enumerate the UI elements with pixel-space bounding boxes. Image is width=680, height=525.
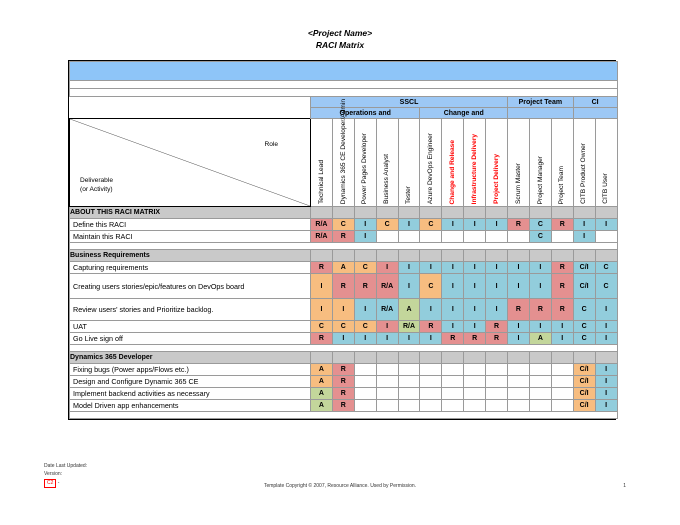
raci-cell[interactable]: C bbox=[332, 219, 354, 231]
raci-cell[interactable]: I bbox=[398, 274, 420, 299]
role-column-header-7 bbox=[464, 119, 486, 207]
activity-name: Fixing bugs (Power apps/Flows etc.) bbox=[70, 364, 311, 376]
section-header-cell bbox=[573, 250, 595, 262]
raci-cell[interactable]: C/I bbox=[573, 376, 595, 388]
activity-name: Go Live sign off bbox=[70, 333, 311, 345]
deliverable-axis-label-line1: Deliverable bbox=[80, 177, 113, 184]
raci-cell[interactable]: I bbox=[354, 299, 376, 321]
spacer-row bbox=[70, 89, 618, 97]
raci-cell[interactable]: I bbox=[486, 274, 508, 299]
deliverable-axis-label-line2: (or Activity) bbox=[80, 185, 113, 193]
raci-cell[interactable] bbox=[464, 388, 486, 400]
section-header-cell bbox=[464, 352, 486, 364]
raci-cell[interactable]: I bbox=[464, 299, 486, 321]
subgroup-header-blank-2 bbox=[508, 108, 574, 119]
raci-cell[interactable]: A bbox=[332, 262, 354, 274]
section-header-cell bbox=[486, 207, 508, 219]
raci-cell[interactable] bbox=[486, 388, 508, 400]
raci-cell[interactable]: C bbox=[354, 262, 376, 274]
raci-cell[interactable]: I bbox=[354, 219, 376, 231]
section-header-cell bbox=[376, 250, 398, 262]
raci-cell[interactable]: I bbox=[595, 219, 617, 231]
section-spacer-row bbox=[70, 345, 618, 352]
matrix-row[interactable] bbox=[70, 364, 618, 376]
raci-cell[interactable]: I bbox=[595, 333, 617, 345]
section-header-row bbox=[70, 352, 618, 364]
matrix-row[interactable] bbox=[70, 376, 618, 388]
section-title: Business Requirements bbox=[70, 250, 311, 262]
table-bottom-spacer-row bbox=[70, 412, 618, 419]
activity-name: UAT bbox=[70, 321, 311, 333]
activity-name: Model Driven app enhancements bbox=[70, 400, 311, 412]
section-header-cell bbox=[508, 207, 530, 219]
document-title-block bbox=[0, 27, 680, 51]
raci-cell[interactable] bbox=[464, 364, 486, 376]
section-header-cell bbox=[442, 207, 464, 219]
section-header-cell bbox=[398, 250, 420, 262]
raci-cell[interactable] bbox=[376, 400, 398, 412]
raci-cell[interactable] bbox=[376, 388, 398, 400]
section-header-cell bbox=[420, 250, 442, 262]
raci-cell[interactable]: I bbox=[332, 333, 354, 345]
raci-matrix-table bbox=[69, 61, 618, 419]
activity-name: Design and Configure Dynamic 365 CE bbox=[70, 376, 311, 388]
raci-cell[interactable] bbox=[464, 376, 486, 388]
deliverable-role-corner bbox=[70, 119, 311, 207]
footer-version: Version: bbox=[44, 471, 63, 477]
raci-cell[interactable]: I bbox=[595, 321, 617, 333]
activity-name: Creating users stories/epic/features on DevOps board bbox=[70, 274, 311, 299]
raci-cell[interactable]: R bbox=[311, 333, 333, 345]
section-header-row bbox=[70, 250, 618, 262]
raci-cell[interactable] bbox=[595, 231, 617, 243]
raci-cell[interactable]: R bbox=[332, 231, 354, 243]
raci-cell[interactable] bbox=[551, 388, 573, 400]
raci-cell[interactable] bbox=[442, 400, 464, 412]
raci-cell[interactable]: I bbox=[464, 274, 486, 299]
raci-cell[interactable] bbox=[508, 388, 530, 400]
role-column-label: Dynamics 365 CE Developer/Admin bbox=[339, 98, 347, 204]
raci-cell[interactable]: I bbox=[398, 333, 420, 345]
raci-cell[interactable] bbox=[354, 400, 376, 412]
footer-badge-suffix: - bbox=[57, 480, 60, 486]
raci-cell[interactable]: I bbox=[354, 231, 376, 243]
raci-cell[interactable]: C bbox=[529, 219, 551, 231]
section-header-cell bbox=[332, 250, 354, 262]
raci-cell[interactable]: I bbox=[376, 321, 398, 333]
raci-cell[interactable] bbox=[398, 231, 420, 243]
raci-cell[interactable]: I bbox=[464, 321, 486, 333]
raci-cell[interactable]: C bbox=[420, 274, 442, 299]
raci-cell[interactable]: I bbox=[486, 299, 508, 321]
role-column-label: Infrastructure Delivery bbox=[470, 133, 478, 204]
raci-cell[interactable]: R bbox=[332, 364, 354, 376]
section-header-cell bbox=[529, 352, 551, 364]
raci-cell[interactable] bbox=[486, 400, 508, 412]
raci-cell[interactable]: I bbox=[420, 262, 442, 274]
section-header-cell bbox=[486, 352, 508, 364]
section-header-cell bbox=[529, 250, 551, 262]
raci-cell[interactable]: I bbox=[486, 262, 508, 274]
raci-cell[interactable]: I bbox=[420, 299, 442, 321]
raci-cell[interactable]: C/I bbox=[573, 388, 595, 400]
raci-cell[interactable]: C/I bbox=[573, 274, 595, 299]
raci-cell[interactable]: C/I bbox=[573, 364, 595, 376]
raci-cell[interactable]: C bbox=[354, 321, 376, 333]
section-header-cell bbox=[420, 207, 442, 219]
section-header-cell bbox=[595, 250, 617, 262]
footer-date-last-updated: Date Last Updated: bbox=[44, 463, 88, 469]
raci-cell[interactable] bbox=[442, 231, 464, 243]
role-column-header-0 bbox=[311, 119, 333, 207]
section-spacer-row bbox=[70, 243, 618, 250]
raci-cell[interactable]: R/A bbox=[311, 231, 333, 243]
project-name: <Project Name> bbox=[307, 28, 373, 38]
role-column-label: Project Delivery bbox=[492, 154, 500, 204]
raci-cell[interactable] bbox=[442, 376, 464, 388]
raci-cell[interactable]: I bbox=[573, 231, 595, 243]
matrix-row[interactable] bbox=[70, 400, 618, 412]
role-column-label: Technical Lead bbox=[317, 160, 325, 204]
raci-cell[interactable]: I bbox=[332, 299, 354, 321]
raci-cell[interactable]: A bbox=[311, 400, 333, 412]
activity-name: Implement backend activities as necessary bbox=[70, 388, 311, 400]
section-header-cell bbox=[464, 250, 486, 262]
section-header-cell bbox=[376, 352, 398, 364]
raci-cell[interactable]: C bbox=[573, 333, 595, 345]
raci-cell[interactable]: A bbox=[311, 364, 333, 376]
raci-cell[interactable]: R/A bbox=[376, 274, 398, 299]
raci-cell[interactable]: R bbox=[529, 299, 551, 321]
section-header-cell bbox=[376, 207, 398, 219]
subgroup-header-change-and: Change and bbox=[420, 108, 508, 119]
matrix-row[interactable] bbox=[70, 231, 618, 243]
role-header-row bbox=[70, 119, 618, 207]
section-header-row bbox=[70, 207, 618, 219]
section-header-cell bbox=[420, 352, 442, 364]
raci-cell[interactable]: I bbox=[420, 333, 442, 345]
section-header-cell bbox=[398, 207, 420, 219]
raci-cell[interactable]: I bbox=[398, 219, 420, 231]
role-column-header-12 bbox=[573, 119, 595, 207]
raci-cell[interactable]: C bbox=[332, 321, 354, 333]
section-header-cell bbox=[311, 352, 333, 364]
raci-cell[interactable]: I bbox=[311, 299, 333, 321]
section-header-cell bbox=[508, 352, 530, 364]
spacer-row bbox=[70, 81, 618, 89]
raci-cell[interactable]: R bbox=[486, 333, 508, 345]
raci-cell[interactable] bbox=[376, 364, 398, 376]
role-column-header-11 bbox=[551, 119, 573, 207]
matrix-row[interactable] bbox=[70, 321, 618, 333]
raci-cell[interactable] bbox=[529, 376, 551, 388]
banner-row bbox=[70, 62, 618, 81]
raci-cell[interactable] bbox=[376, 376, 398, 388]
role-column-header-8 bbox=[486, 119, 508, 207]
section-spacer-cell bbox=[70, 345, 618, 352]
section-title: ABOUT THIS RACI MATRIX bbox=[70, 207, 311, 219]
raci-cell[interactable]: I bbox=[442, 321, 464, 333]
raci-cell[interactable] bbox=[420, 231, 442, 243]
raci-cell[interactable] bbox=[354, 364, 376, 376]
role-column-label: Business Analyst bbox=[383, 154, 391, 204]
role-column-header-13 bbox=[595, 119, 617, 207]
section-header-cell bbox=[442, 352, 464, 364]
raci-matrix-table-frame bbox=[68, 60, 616, 420]
raci-cell[interactable]: R bbox=[551, 274, 573, 299]
spacer-cell bbox=[70, 81, 618, 89]
section-header-cell bbox=[354, 352, 376, 364]
role-column-header-9 bbox=[508, 119, 530, 207]
raci-cell[interactable] bbox=[508, 400, 530, 412]
raci-cell[interactable]: I bbox=[595, 376, 617, 388]
raci-cell[interactable]: C bbox=[420, 219, 442, 231]
section-header-cell bbox=[354, 250, 376, 262]
raci-cell[interactable]: I bbox=[595, 388, 617, 400]
footer-copyright: Template Copyright © 2007, Resource Alliance. Used by Permission. bbox=[263, 483, 417, 489]
role-column-header-10 bbox=[529, 119, 551, 207]
raci-cell[interactable]: R bbox=[551, 262, 573, 274]
raci-cell[interactable]: I bbox=[508, 321, 530, 333]
raci-cell[interactable]: R bbox=[332, 376, 354, 388]
raci-cell[interactable]: A bbox=[398, 299, 420, 321]
section-header-cell bbox=[486, 250, 508, 262]
raci-cell[interactable] bbox=[486, 376, 508, 388]
activity-name: Capturing requirements bbox=[70, 262, 311, 274]
section-header-cell bbox=[332, 207, 354, 219]
raci-cell[interactable] bbox=[551, 231, 573, 243]
raci-cell[interactable]: I bbox=[595, 400, 617, 412]
raci-cell[interactable]: I bbox=[595, 299, 617, 321]
raci-cell[interactable]: I bbox=[529, 262, 551, 274]
matrix-row[interactable] bbox=[70, 333, 618, 345]
role-axis-label: Role bbox=[264, 141, 278, 148]
banner-cell bbox=[70, 62, 618, 81]
activity-name: Maintain this RACI bbox=[70, 231, 311, 243]
raci-cell[interactable]: I bbox=[508, 262, 530, 274]
raci-cell[interactable]: R bbox=[332, 388, 354, 400]
raci-cell[interactable] bbox=[551, 400, 573, 412]
raci-cell[interactable] bbox=[486, 364, 508, 376]
raci-cell[interactable]: I bbox=[551, 321, 573, 333]
section-header-cell bbox=[529, 207, 551, 219]
raci-cell[interactable]: A bbox=[311, 388, 333, 400]
raci-cell[interactable]: I bbox=[376, 262, 398, 274]
matrix-row[interactable] bbox=[70, 299, 618, 321]
raci-cell[interactable]: I bbox=[464, 219, 486, 231]
raci-cell[interactable]: R bbox=[442, 333, 464, 345]
raci-cell[interactable] bbox=[376, 231, 398, 243]
section-header-cell bbox=[595, 352, 617, 364]
matrix-row[interactable] bbox=[70, 219, 618, 231]
role-column-header-2 bbox=[354, 119, 376, 207]
table-bottom-spacer-cell bbox=[70, 412, 618, 419]
subgroup-header-operations-and: Operations and bbox=[311, 108, 420, 119]
raci-cell[interactable] bbox=[398, 376, 420, 388]
raci-cell[interactable]: I bbox=[442, 274, 464, 299]
document-subtitle: RACI Matrix bbox=[315, 40, 365, 50]
raci-cell[interactable]: C bbox=[376, 219, 398, 231]
raci-cell[interactable]: R bbox=[354, 274, 376, 299]
role-column-header-4 bbox=[398, 119, 420, 207]
raci-cell[interactable]: I bbox=[398, 262, 420, 274]
raci-cell[interactable]: C/I bbox=[573, 400, 595, 412]
raci-cell[interactable]: R bbox=[508, 299, 530, 321]
raci-cell[interactable]: I bbox=[529, 274, 551, 299]
raci-cell[interactable] bbox=[442, 388, 464, 400]
section-header-cell bbox=[398, 352, 420, 364]
activity-name: Define this RACI bbox=[70, 219, 311, 231]
raci-cell[interactable]: R bbox=[332, 274, 354, 299]
raci-cell[interactable]: A bbox=[529, 333, 551, 345]
raci-cell[interactable]: I bbox=[442, 219, 464, 231]
raci-cell[interactable]: R bbox=[551, 299, 573, 321]
role-column-header-3 bbox=[376, 119, 398, 207]
raci-cell[interactable]: I bbox=[442, 262, 464, 274]
section-header-cell bbox=[311, 250, 333, 262]
raci-cell[interactable]: I bbox=[573, 219, 595, 231]
footer-classification-badge: C2 bbox=[44, 479, 56, 488]
raci-cell[interactable]: I bbox=[311, 274, 333, 299]
section-header-cell bbox=[508, 250, 530, 262]
raci-cell[interactable]: R bbox=[508, 219, 530, 231]
raci-cell[interactable]: I bbox=[508, 333, 530, 345]
raci-cell[interactable]: R/A bbox=[311, 219, 333, 231]
role-column-header-6 bbox=[442, 119, 464, 207]
raci-cell[interactable] bbox=[420, 400, 442, 412]
section-header-cell bbox=[442, 250, 464, 262]
raci-cell[interactable] bbox=[354, 388, 376, 400]
raci-cell[interactable] bbox=[464, 400, 486, 412]
raci-cell[interactable] bbox=[486, 231, 508, 243]
raci-cell[interactable] bbox=[551, 376, 573, 388]
subgroup-header-corner bbox=[70, 108, 311, 119]
raci-cell[interactable] bbox=[551, 364, 573, 376]
raci-cell[interactable]: I bbox=[464, 262, 486, 274]
subgroup-header-blank-3 bbox=[573, 108, 617, 119]
raci-cell[interactable]: I bbox=[551, 333, 573, 345]
section-header-cell bbox=[573, 207, 595, 219]
role-column-label: Tester bbox=[405, 186, 413, 204]
matrix-row[interactable] bbox=[70, 262, 618, 274]
section-header-cell bbox=[311, 207, 333, 219]
deliverable-axis-label bbox=[80, 177, 113, 194]
group-header-sscl: SSCL bbox=[311, 97, 508, 108]
role-column-label: CITB User bbox=[602, 173, 610, 204]
raci-cell[interactable]: R bbox=[311, 262, 333, 274]
role-column-label: Power Pages Developer bbox=[361, 132, 369, 204]
role-column-header-5 bbox=[420, 119, 442, 207]
raci-cell[interactable]: A bbox=[311, 376, 333, 388]
section-header-cell bbox=[595, 207, 617, 219]
section-header-cell bbox=[573, 352, 595, 364]
raci-cell[interactable] bbox=[420, 364, 442, 376]
role-column-label: Change and Release bbox=[449, 139, 457, 204]
activity-name: Review users' stories and Prioritize backlog. bbox=[70, 299, 311, 321]
group-header-corner bbox=[70, 97, 311, 108]
section-title: Dynamics 365 Developer bbox=[70, 352, 311, 364]
raci-cell[interactable]: C bbox=[573, 299, 595, 321]
role-column-label: Project Manager bbox=[536, 155, 544, 204]
role-column-label: CITB Product Owner bbox=[580, 143, 588, 204]
raci-cell[interactable] bbox=[420, 376, 442, 388]
raci-cell[interactable] bbox=[464, 231, 486, 243]
raci-cell[interactable]: I bbox=[508, 274, 530, 299]
raci-cell[interactable]: R bbox=[486, 321, 508, 333]
spacer-cell bbox=[70, 89, 618, 97]
raci-cell[interactable] bbox=[508, 376, 530, 388]
footer-page-number: 1 bbox=[623, 483, 626, 489]
raci-cell[interactable] bbox=[508, 231, 530, 243]
group-header-project-team: Project Team bbox=[508, 97, 574, 108]
raci-cell[interactable]: R bbox=[420, 321, 442, 333]
raci-cell[interactable] bbox=[442, 364, 464, 376]
role-column-label: Scrum Master bbox=[514, 162, 522, 204]
matrix-row[interactable] bbox=[70, 274, 618, 299]
raci-cell[interactable]: R bbox=[464, 333, 486, 345]
raci-cell[interactable]: R/A bbox=[376, 299, 398, 321]
raci-cell[interactable]: C bbox=[595, 262, 617, 274]
role-column-label: Project Team bbox=[558, 165, 566, 204]
raci-cell[interactable] bbox=[420, 388, 442, 400]
raci-cell[interactable]: I bbox=[529, 321, 551, 333]
section-header-cell bbox=[464, 207, 486, 219]
section-header-cell bbox=[551, 352, 573, 364]
raci-cell[interactable] bbox=[354, 376, 376, 388]
section-header-cell bbox=[551, 207, 573, 219]
raci-cell[interactable] bbox=[529, 388, 551, 400]
raci-cell[interactable]: I bbox=[595, 364, 617, 376]
raci-cell[interactable]: I bbox=[354, 333, 376, 345]
raci-cell[interactable] bbox=[529, 364, 551, 376]
raci-cell[interactable]: C bbox=[311, 321, 333, 333]
role-column-label: Azure DevOps Engineer bbox=[427, 132, 435, 204]
raci-cell[interactable] bbox=[398, 364, 420, 376]
raci-cell[interactable]: C bbox=[529, 231, 551, 243]
raci-cell[interactable]: I bbox=[486, 219, 508, 231]
raci-cell[interactable]: C/I bbox=[573, 262, 595, 274]
role-column-header-1 bbox=[332, 98, 354, 207]
raci-cell[interactable]: R bbox=[332, 400, 354, 412]
raci-cell[interactable] bbox=[508, 364, 530, 376]
matrix-row[interactable] bbox=[70, 388, 618, 400]
raci-cell[interactable] bbox=[398, 400, 420, 412]
raci-cell[interactable] bbox=[398, 388, 420, 400]
raci-cell[interactable]: C bbox=[573, 321, 595, 333]
raci-cell[interactable]: I bbox=[442, 299, 464, 321]
section-header-cell bbox=[354, 207, 376, 219]
raci-cell[interactable] bbox=[529, 400, 551, 412]
group-header-ci: CI bbox=[573, 97, 617, 108]
raci-cell[interactable]: R/A bbox=[398, 321, 420, 333]
raci-cell[interactable]: R bbox=[551, 219, 573, 231]
raci-cell[interactable]: I bbox=[376, 333, 398, 345]
section-spacer-cell bbox=[70, 243, 618, 250]
section-header-cell bbox=[332, 352, 354, 364]
section-header-cell bbox=[551, 250, 573, 262]
raci-cell[interactable]: C bbox=[595, 274, 617, 299]
